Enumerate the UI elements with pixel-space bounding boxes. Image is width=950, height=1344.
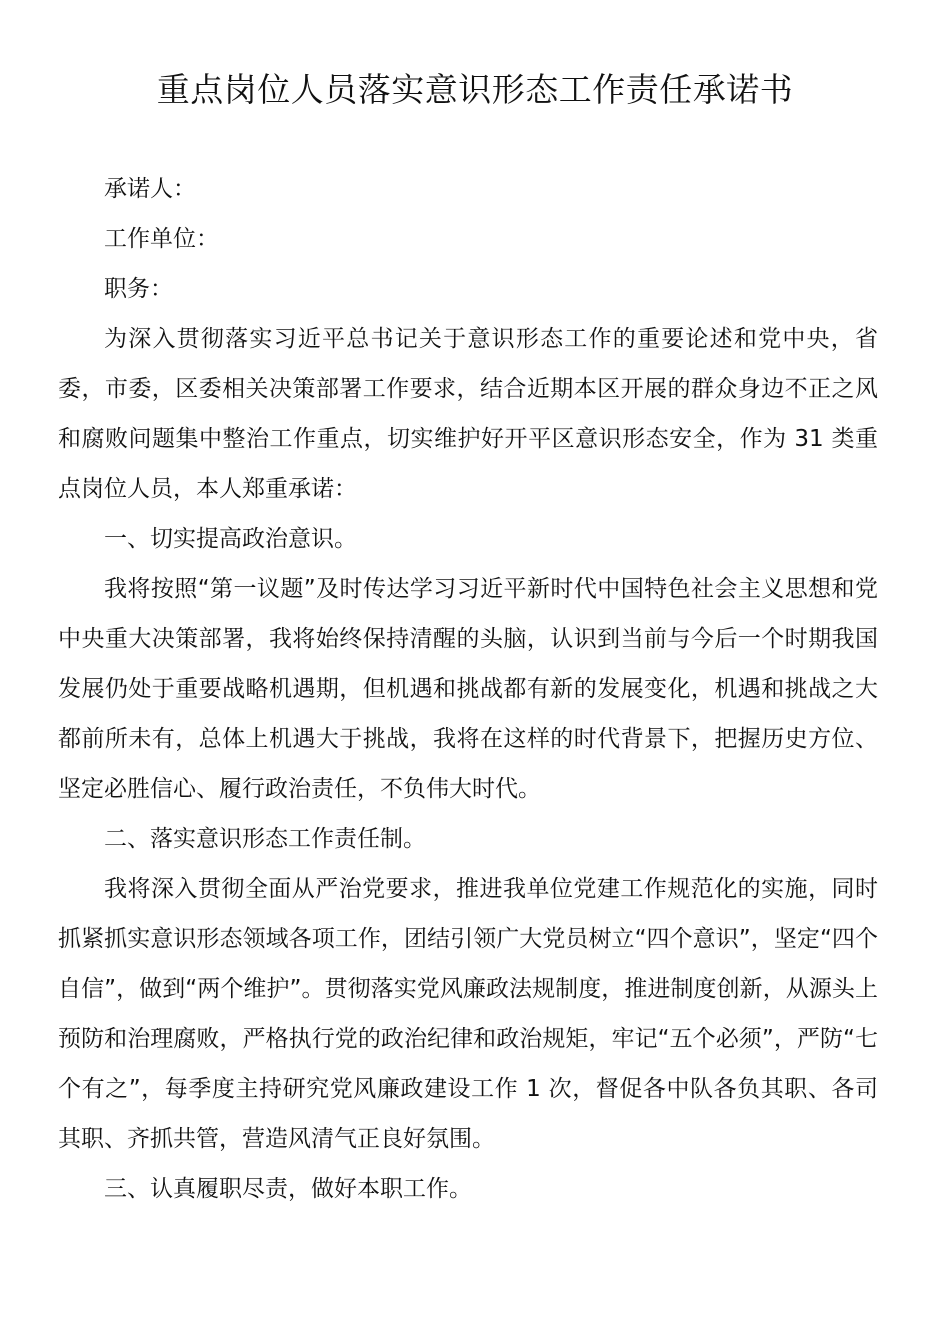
section-heading: 一、切实提高政治意识。 [104, 526, 357, 552]
section-body: 我将按照“第一议题”及时传达学习习近平新时代中国特色社会主义思想和党中央重大决策部署，我将始终保持清醒的头脑，认识到当前与今后一个时期我国发展仍处于重要战略机遇期，但机遇和挑战都有新的发展变化，机遇和挑战之大都前所未有，总体上机遇大于挑战，我将在这样的时代背景下，把握历史方位、坚定必胜信心、履行政治责任，不负伟大时代。 [58, 576, 878, 802]
section-heading: 二、落实意识形态工作责任制。 [104, 826, 426, 852]
section-heading: 三、认真履职尽责，做好本职工作。 [104, 1176, 472, 1202]
position-field: 职务： [104, 276, 173, 302]
document-title: 重点岗位人员落实意识形态工作责任承诺书 [156, 70, 794, 109]
work-unit-field: 工作单位： [104, 226, 219, 252]
promiser-field: 承诺人： [104, 176, 196, 202]
document-body [58, 164, 878, 1214]
section-body: 我将深入贯彻全面从严治党要求，推进我单位党建工作规范化的实施，同时抓紧抓实意识形态领域各项工作，团结引领广大党员树立“四个意识”，坚定“四个自信”，做到“两个维护”。贯彻落实党风廉政法规制度，推进制度创新，从源头上预防和治理腐败，严格执行党的政治纪律和政治规矩，牢记“五个必须”，严防“七个有之”，每季度主持研究党风廉政建设工作 1 次，督促各中队各负其职、各司其职、齐抓共管，营造风清气正良好氛围。 [58, 876, 878, 1152]
intro-paragraph: 为深入贯彻落实习近平总书记关于意识形态工作的重要论述和党中央，省委，市委，区委相关决策部署工作要求，结合近期本区开展的群众身边不正之风和腐败问题集中整治工作重点，切实维护好开平区意识形态安全，作为 31 类重点岗位人员，本人郑重承诺： [58, 326, 878, 502]
